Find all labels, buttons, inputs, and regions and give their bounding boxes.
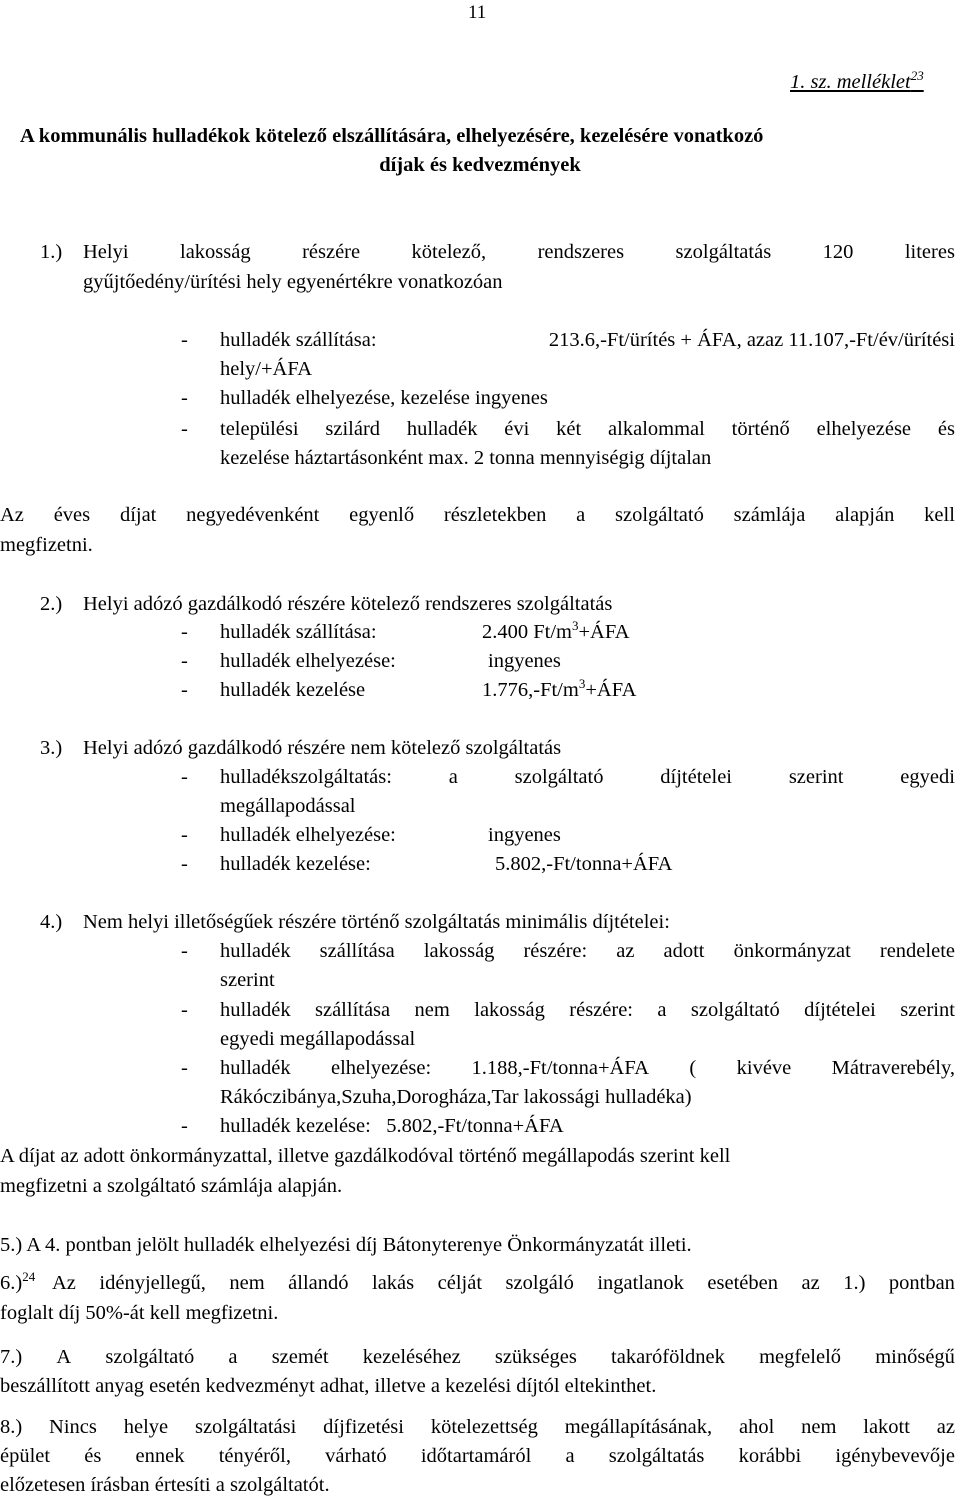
s1-note-line-1: Az éves díjat negyedévenként egyenlő részletekben a szolgáltató számlája alapján kell: [0, 504, 955, 526]
s4-bullet-2-line-1: hulladék szállítása nem lakosság részére: a szolgáltató díjtételei szerint: [220, 999, 955, 1021]
s3-bullet-3-label: hulladék kezelése:: [220, 853, 371, 875]
s3-bullet-1-line-1: hulladékszolgáltatás: a szolgáltató díjtételei szerint egyedi: [220, 766, 955, 788]
s3-number: 3.): [40, 737, 63, 759]
s7-line-1: 7.) A szolgáltató a szemét kezeléséhez szükséges takaróföldnek megfelelő minőségű: [0, 1346, 955, 1368]
s3-bullet-2-label: hulladék elhelyezése:: [220, 824, 396, 846]
s2-bullet-2-value: ingyenes: [488, 650, 561, 672]
s3-heading: Helyi adózó gazdálkodó részére nem kötelező szolgáltatás: [83, 737, 562, 759]
s2-bullet-2-dash: -: [181, 650, 188, 672]
s8-line-1: 8.) Nincs helye szolgáltatási díjfizetési kötelezettség megállapításának, ahol nem lakott az: [0, 1416, 955, 1438]
s1-bullet-3-dash: -: [181, 418, 188, 440]
s4-bullet-3-dash: -: [181, 1057, 188, 1079]
s4-bullet-1-line-2: szerint: [220, 969, 275, 991]
s4-bullet-3-line-2: Rákóczibánya,Szuha,Dorogháza,Tar lakossági hulladéka): [220, 1086, 692, 1108]
s1-note-line-2: megfizetni.: [0, 534, 93, 556]
s2-bullet-3-label: hulladék kezelése: [220, 679, 366, 701]
s4-note-line-2: megfizetni a szolgáltató számlája alapján.: [0, 1175, 343, 1197]
s2-bullet-1-dash: -: [181, 621, 188, 643]
s4-bullet-4-dash: -: [181, 1115, 188, 1137]
s4-bullet-2-dash: -: [181, 999, 188, 1021]
s1-bullet-1-continuation: hely/+ÁFA: [220, 358, 313, 380]
s4-bullet-2-line-2: egyedi megállapodással: [220, 1028, 416, 1050]
s3-bullet-1-dash: -: [181, 766, 188, 788]
s2-bullet-1-label: hulladék szállítása:: [220, 621, 377, 643]
s2-bullet-3-dash: -: [181, 679, 188, 701]
s8-line-3: előzetesen írásban értesíti a szolgáltatót.: [0, 1474, 330, 1496]
s4-bullet-3-line-1: hulladék elhelyezése: 1.188,-Ft/tonna+ÁFA ( kivéve Mátraverebély,: [220, 1057, 955, 1079]
s8-line-2: épület és ennek tényéről, várható időtartamáról a szolgáltatás korábbi igénybevevője: [0, 1445, 955, 1467]
page-number: 11: [468, 2, 487, 23]
s2-bullet-1-value: 2.400 $Ft/m^3+ÁFA$: [482, 618, 630, 643]
s1-bullet-1-dash: -: [181, 329, 188, 351]
s4-bullet-1-dash: -: [181, 940, 188, 962]
s4-note-line-1: A díjat az adott önkormányzattal, illetve gazdálkodóval történő megállapodás szerint kell: [0, 1145, 731, 1167]
s1-bullet-2: hulladék elhelyezése, kezelése ingyenes: [220, 387, 548, 409]
s3-bullet-1-line-2: megállapodással: [220, 795, 356, 817]
s1-bullet-3-line-1: települési szilárd hulladék évi két alkalommal történő elhelyezése és: [220, 418, 955, 440]
s3-bullet-3-value: 5.802,-Ft/tonna+ÁFA: [495, 853, 673, 875]
s6-number: 6.)$^{24}$: [0, 1269, 36, 1294]
s1-heading-line-1: Helyi lakosság részére kötelező, rendszeres szolgáltatás 120 literes: [83, 241, 955, 263]
s6-line-1: Az idényjellegű, nem állandó lakás célját szolgáló ingatlanok esetében az 1.) pontban: [52, 1272, 955, 1294]
annex-text: 1. sz. melléklet: [790, 71, 911, 93]
s6-line-2: foglalt díj 50%-át kell megfizetni.: [0, 1302, 279, 1324]
s3-bullet-3-dash: -: [181, 853, 188, 875]
s7-line-2: beszállított anyag esetén kedvezményt adhat, illetve a kezelési díjtól eltekinthet.: [0, 1375, 657, 1397]
s1-bullet-3-line-2: kezelése háztartásonként max. 2 tonna mennyiségig díjtalan: [220, 447, 712, 469]
s4-heading: Nem helyi illetőségűek részére történő szolgáltatás minimális díjtételei:: [83, 911, 670, 933]
title-line-2: díjak és kedvezmények: [379, 154, 581, 176]
s5-text: 5.) A 4. pontban jelölt hulladék elhelyezési díj Bátonyterenye Önkormányzatát illeti.: [0, 1234, 692, 1256]
s3-bullet-2-value: ingyenes: [488, 824, 561, 846]
s1-bullet-2-dash: -: [181, 387, 188, 409]
s4-bullet-1-line-1: hulladék szállítása lakosság részére: az adott önkormányzat rendelete: [220, 940, 955, 962]
s2-bullet-2-label: hulladék elhelyezése:: [220, 650, 396, 672]
s2-number: 2.): [40, 593, 63, 615]
s1-bullet-1-label: hulladék szállítása:: [220, 329, 377, 351]
annex-label: [790, 68, 924, 93]
s1-bullet-1-value: 213.6,-Ft/ürítés + ÁFA, azaz 11.107,-Ft/év/ürítési: [548, 329, 955, 351]
annex-footnote-ref: 23: [910, 68, 924, 84]
s3-bullet-2-dash: -: [181, 824, 188, 846]
s2-bullet-3-value: $1.776,-Ft/m^3+ÁFA$: [482, 676, 637, 701]
s1-heading-line-2: gyűjtőedény/ürítési hely egyenértékre vonatkozóan: [83, 271, 503, 293]
s2-heading: Helyi adózó gazdálkodó részére kötelező rendszeres szolgáltatás: [83, 593, 613, 615]
s1-number: 1.): [40, 241, 63, 263]
s4-number: 4.): [40, 911, 63, 933]
s4-bullet-4: hulladék kezelése: 5.802,-Ft/tonna+ÁFA: [220, 1115, 564, 1137]
title-line-1: A kommunális hulladékok kötelező elszállítására, elhelyezésére, kezelésére vonatkozó: [20, 125, 764, 147]
